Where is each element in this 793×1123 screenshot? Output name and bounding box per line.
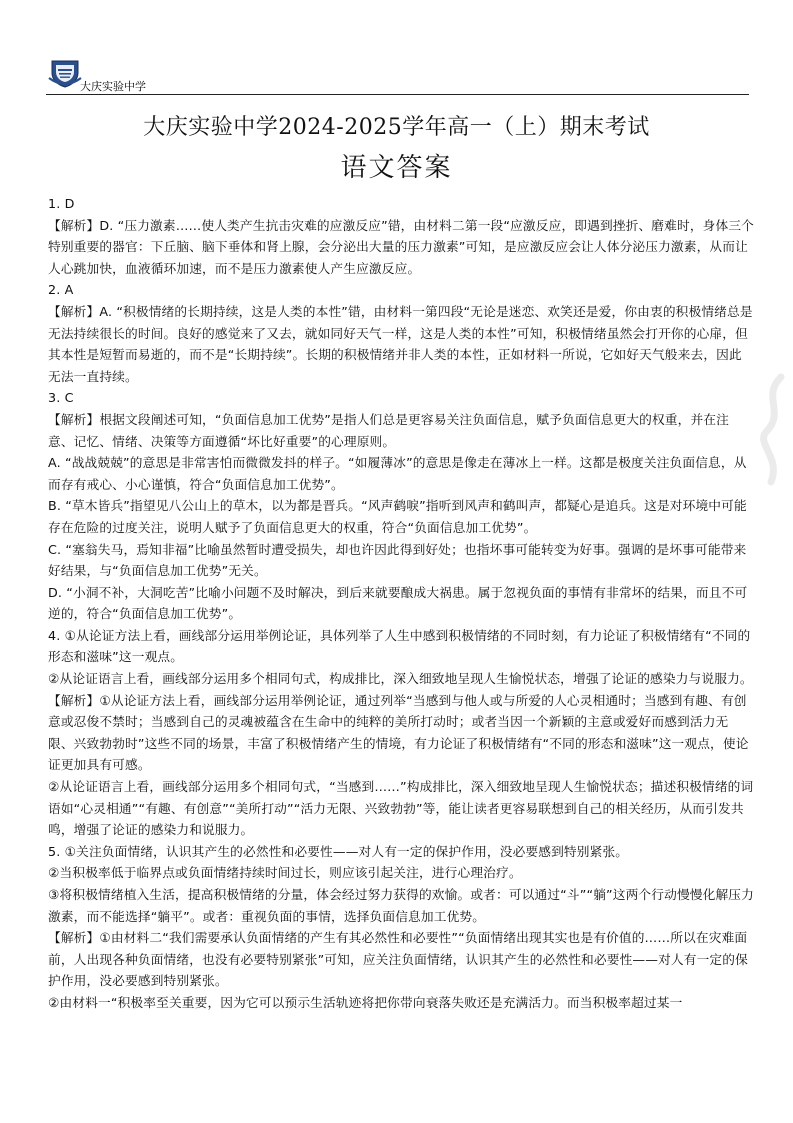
option-paragraph: B. “草木皆兵”指望见八公山上的草木，以为都是晋兵。“风声鹤唳”指听到风声和鹤叫声，都疑心是追兵。这是对环境中可能存在危险的过度关注，说明人赋予了负面信息更大的权重，符合“负面信息加工优势”。 [48, 498, 747, 535]
answer-line: 3. C [48, 390, 74, 406]
answer-paragraph: 5. ①关注负面情绪，认识其产生的必然性和必要性——对人有一定的保护作用，没必要感到特别紧张。 [48, 843, 629, 859]
exam-title: 大庆实验中学2024-2025学年高一（上）期末考试 [143, 115, 650, 140]
answer-line: 1. D [48, 196, 75, 211]
school-crest-icon [48, 58, 82, 88]
answer-paragraph: ③将积极情绪植入生活，提高积极情绪的分量，体会经过努力获得的欢愉。或者：可以通过“斗”“躺”这两个行动慢慢化解压力激素，而不能选择“躺平”。或者：重视负面的事情，选择负面信息加工优势。 [48, 887, 754, 924]
explanation-paragraph: ②从论证语言上看，画线部分运用多个相同句式，“当感到……”构成排比，深入细致地呈现人生愉悦状态；描述积极情绪的词语如“心灵相通”“有趣、有创意”“美所打动”“活力无限、兴致勃勃”等，能让读者更容易联想到自己的相关经历，从而引发共鸣，增强了论证的感染力和说服力。 [48, 779, 754, 838]
explanation-paragraph: 【解析】①从论证方法上看，画线部分运用举例论证，通过列举“当感到与他人或与所爱的人心灵相通时；当感到有趣、有创意或忍俊不禁时；当感到自己的灵魂被蕴含在生命中的纯粹的美所打动时；或者当因一个新颖的主意或爱好而感到活力无限、兴致勃勃时”这些不同的场景，丰富了积极情绪产生的情境，有力论证了积极情绪有“不同的形态和滋味”这一观点，使论证更加具有可感。 [48, 692, 749, 773]
watermark-mark [751, 372, 791, 492]
answer-paragraph: ②当积极率低于临界点或负面情绪持续时间过长，则应该引起关注，进行心理治疗。 [48, 865, 522, 881]
option-paragraph: D. “小洞不补，大洞吃苦”比喻小问题不及时解决，到后来就要酿成大祸患。属于忽视负面的事情有非常坏的结果，而且不可逆的，符合“负面信息加工优势”。 [48, 584, 748, 622]
explanation-paragraph: 【解析】A. “积极情绪的长期持续，这是人类的本性”错，由材料一第四段“无论是迷恋、欢笑还是爱，你由衷的积极情绪总是无法持续很长的时间。良好的感觉来了又去，就如同好天气一样，这是人类的本性”可知，积极情绪虽然会打开你的心扉，但其本性是短暂而易逝的，而不是“长期持续”。长期的积极情绪并非人类的本性，正如材料一所说，它如好天气般来去，因此无法一直持续。 [48, 303, 753, 384]
answer-paragraph: ②从论证语言上看，画线部分运用多个相同句式，构成排比，深入细致地呈现人生愉悦状态，增强了论证的感染力与说服力。 [48, 671, 753, 687]
explanation-paragraph: 【解析】根据文段阐述可知，“负面信息加工优势”是指人们总是更容易关注负面信息，赋予负面信息更大的权重，并在注意、记忆、情绪、决策等方面遵循“坏比好重要”的心理原则。 [48, 411, 729, 449]
explanation-paragraph: 【解析】D. “压力激素……使人类产生抗击灾难的应激反应”错，由材料二第一段“应激反应，即遇到挫折、磨难时，身体三个特别重要的器官：下丘脑、脑下垂体和肾上腺，会分泌出大量的压力激素”可知，是应激反应会让人体分泌压力激素，从而让人心跳加快，血液循环加速，而不是压力激素使人产生应激反应。 [48, 217, 755, 276]
option-paragraph: A. “战战兢兢”的意思是非常害怕而微微发抖的样子。“如履薄冰”的意思是像走在薄冰上一样。这都是极度关注负面信息，从而存有戒心、小心谨慎，符合“负面信息加工优势”。 [48, 455, 747, 492]
exam-subtitle: 语文答案 [340, 153, 453, 183]
explanation-paragraph: 【解析】①由材料二“我们需要承认负面情绪的产生有其必然性和必要性”“负面情绪出现其实也是有价值的……所以在灾难面前，人出现各种负面情绪，也没有必要特别紧张”可知，应关注负面情绪，认识其产生的必然性和必要性——对人有一定的保护作用，没必要感到特别紧张。 [48, 930, 748, 989]
option-paragraph: C. “塞翁失马，焉知非福”比喻虽然暂时遭受损失，却也许因此得到好处；也指坏事可能转变为好事。强调的是坏事可能带来好结果，与“负面信息加工优势”无关。 [48, 541, 747, 579]
answer-line: 2. A [48, 282, 74, 298]
page-header [46, 56, 749, 95]
answer-paragraph: 4. ①从论证方法上看，画线部分运用举例论证，具体列举了人生中感到积极情绪的不同时刻，有力论证了积极情绪有“不同的形态和滋味”这一观点。 [48, 627, 751, 665]
explanation-paragraph: ②由材料一“积极率至关重要，因为它可以预示生活轨迹将把你带向衰落失败还是充满活力。而当积极率超过某一 [48, 994, 683, 1010]
answer-content [48, 193, 754, 1014]
school-name: 大庆实验中学 [80, 80, 146, 93]
